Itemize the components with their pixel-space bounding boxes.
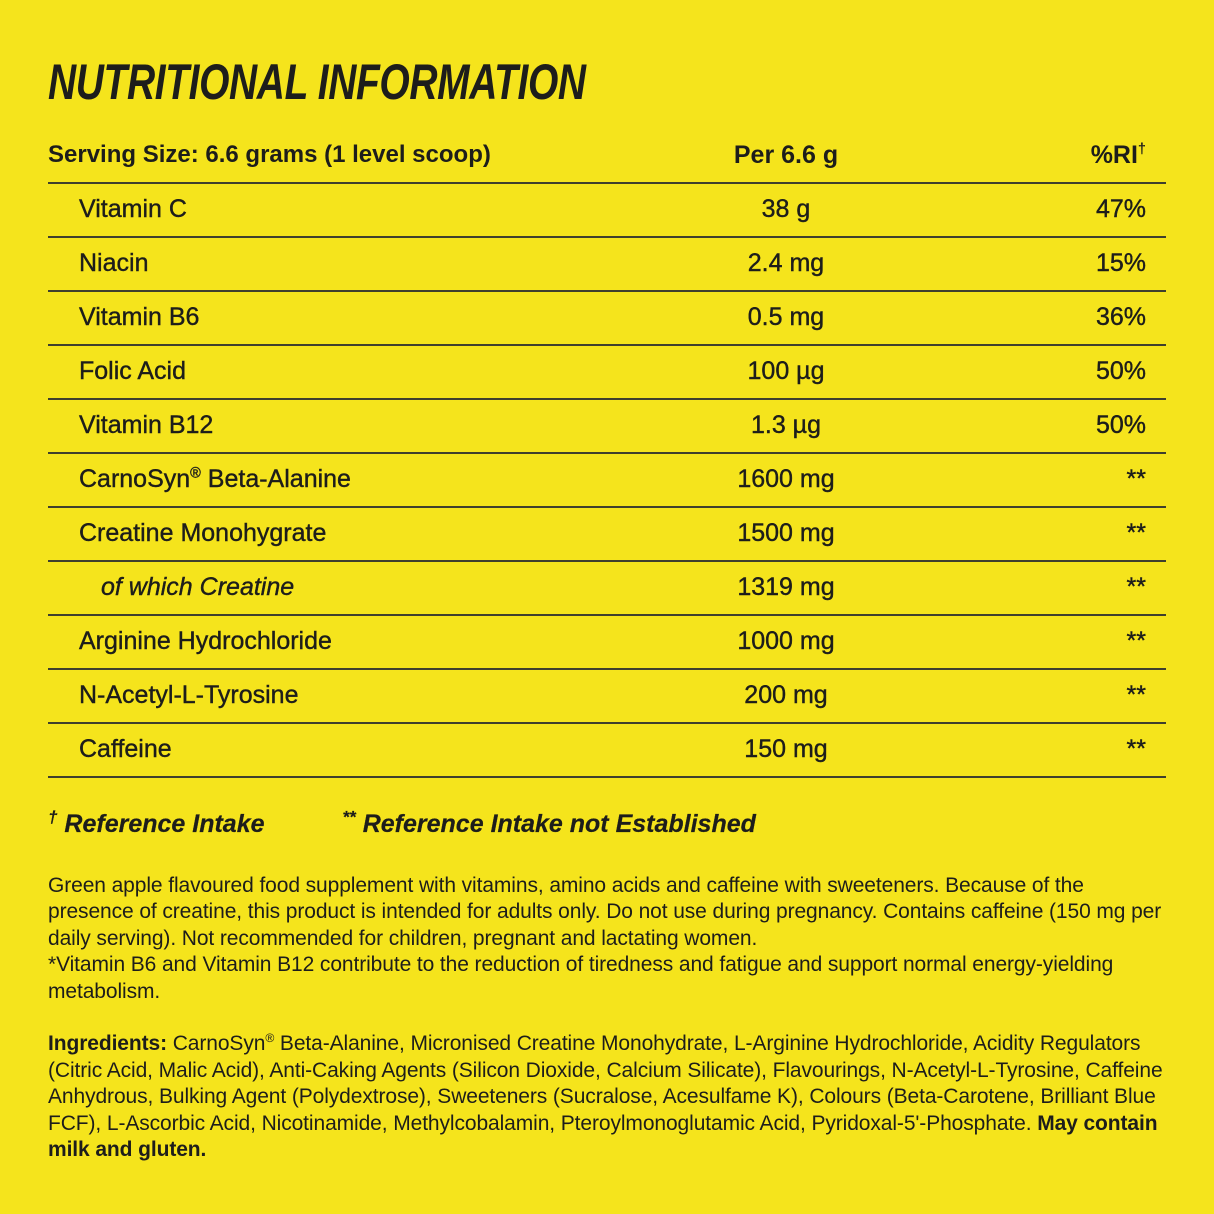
- nutrient-ri-value: **: [1126, 573, 1146, 601]
- nutrient-amount: 150 mg: [744, 735, 828, 763]
- footnote-text: Reference Intake not Established: [362, 809, 756, 838]
- product-description: [48, 873, 1166, 1006]
- vitamin-note: *Vitamin B6 and Vitamin B12 contribute to the reduction of tiredness and fatigue and support normal energy-yielding metabolism.: [48, 953, 1114, 1003]
- nutrient-amount: 38 g: [761, 195, 811, 223]
- table-row: [48, 292, 1166, 346]
- table-row: [48, 454, 1166, 508]
- column-header-ri: [966, 141, 1166, 170]
- nutrient-ri-value: **: [1126, 627, 1146, 655]
- table-header-row: [48, 125, 1166, 184]
- nutrient-ri-value: 47%: [1095, 195, 1146, 223]
- table-row: [48, 346, 1166, 400]
- nutrient-amount: 1600 mg: [737, 465, 835, 493]
- footnote-text: Reference Intake: [64, 809, 265, 838]
- nutrient-amount: 1.3 µg: [750, 411, 821, 439]
- nutrient-name: Vitamin C: [79, 195, 187, 223]
- nutrient-name: of which Creatine: [101, 573, 295, 601]
- table-row: [48, 562, 1166, 616]
- ingredients-label: Ingredients:: [48, 1032, 167, 1055]
- nutrient-ri-value: 50%: [1095, 357, 1146, 385]
- ingredients-paragraph: [48, 1031, 1166, 1164]
- footnotes: [48, 807, 1166, 839]
- warning-text: Green apple flavoured food supplement with vitamins, amino acids and caffeine with sweeteners. Because of the presence of creatine, this product is intended for adults only. Do not use during pregnancy. Contains caffeine (150 mg per daily serving). Not recommended for children, pregnant and lactating women.: [48, 873, 1162, 950]
- nutrient-ri-value: **: [1126, 681, 1146, 709]
- column-header-amount: Per 6.6 g: [733, 140, 839, 169]
- nutrient-amount: 100 µg: [747, 357, 825, 385]
- nutrient-amount: 1319 mg: [737, 573, 835, 601]
- nutrient-name: Niacin: [79, 249, 149, 277]
- nutrient-name: CarnoSyn® Beta-Alanine: [79, 465, 351, 493]
- nutrient-name: Folic Acid: [79, 357, 186, 385]
- table-row: [48, 238, 1166, 292]
- nutrient-name: Vitamin B12: [79, 411, 214, 439]
- page-title: NUTRITIONAL INFORMATION: [48, 54, 586, 110]
- may-contain-note: May contain milk and gluten.: [48, 1111, 1158, 1161]
- nutrient-amount: 200 mg: [744, 681, 828, 709]
- nutrient-name: Vitamin B6: [79, 303, 200, 331]
- nutrient-name: Caffeine: [79, 735, 172, 763]
- ingredients-list: CarnoSyn® Beta-Alanine, Micronised Creatine Monohydrate, L-Arginine Hydrochloride, Acidity Regulators (Citric Acid, Malic Acid), Anti-Caking Agents (Silicon Dioxide, Calcium Silicate), Flavourings, N-Acetyl-L-Tyrosine, Caffeine Anhydrous, Bulking Agent (Polydextrose), Sweeteners (Sucralose, Acesulfame K), Colours (Beta-Carotene, Brilliant Blue FCF), L-Ascorbic Acid, Nicotinamide, Methylcobalamin, Pteroylmonoglutamic Acid, Pyridoxal-5'-Phosphate.: [48, 1031, 1163, 1135]
- nutrient-ri-value: **: [1126, 735, 1146, 763]
- table-row: [48, 616, 1166, 670]
- table-body: [48, 184, 1166, 778]
- nutrient-amount: 1000 mg: [737, 627, 835, 655]
- nutrient-ri-value: **: [1126, 519, 1146, 547]
- nutrient-name: Arginine Hydrochloride: [79, 627, 332, 655]
- nutrition-table: [48, 125, 1166, 778]
- nutrient-amount: 1500 mg: [737, 519, 835, 547]
- double-asterisk-marker: **: [342, 807, 356, 827]
- nutrient-name: Creatine Monohygrate: [79, 519, 327, 547]
- ri-header-dagger: †: [1137, 141, 1146, 158]
- nutrient-ri-value: 50%: [1095, 411, 1146, 439]
- dagger-marker: †: [48, 807, 58, 827]
- footnote-reference-intake: [48, 807, 265, 839]
- nutrient-amount: 0.5 mg: [747, 303, 825, 331]
- table-row: [48, 670, 1166, 724]
- nutrient-ri-value: **: [1126, 465, 1146, 493]
- nutrient-amount: 2.4 mg: [747, 249, 825, 277]
- ri-header-text: %RI: [1090, 140, 1138, 169]
- serving-size-label: Serving Size: 6.6 grams (1 level scoop): [48, 140, 491, 168]
- nutrient-ri-value: 36%: [1095, 303, 1146, 331]
- nutrient-name: N-Acetyl-L-Tyrosine: [79, 681, 299, 709]
- nutrient-ri-value: 15%: [1095, 249, 1146, 277]
- footnote-not-established: [342, 807, 756, 839]
- table-row: [48, 508, 1166, 562]
- table-row: [48, 400, 1166, 454]
- table-row: [48, 184, 1166, 238]
- table-row: [48, 724, 1166, 778]
